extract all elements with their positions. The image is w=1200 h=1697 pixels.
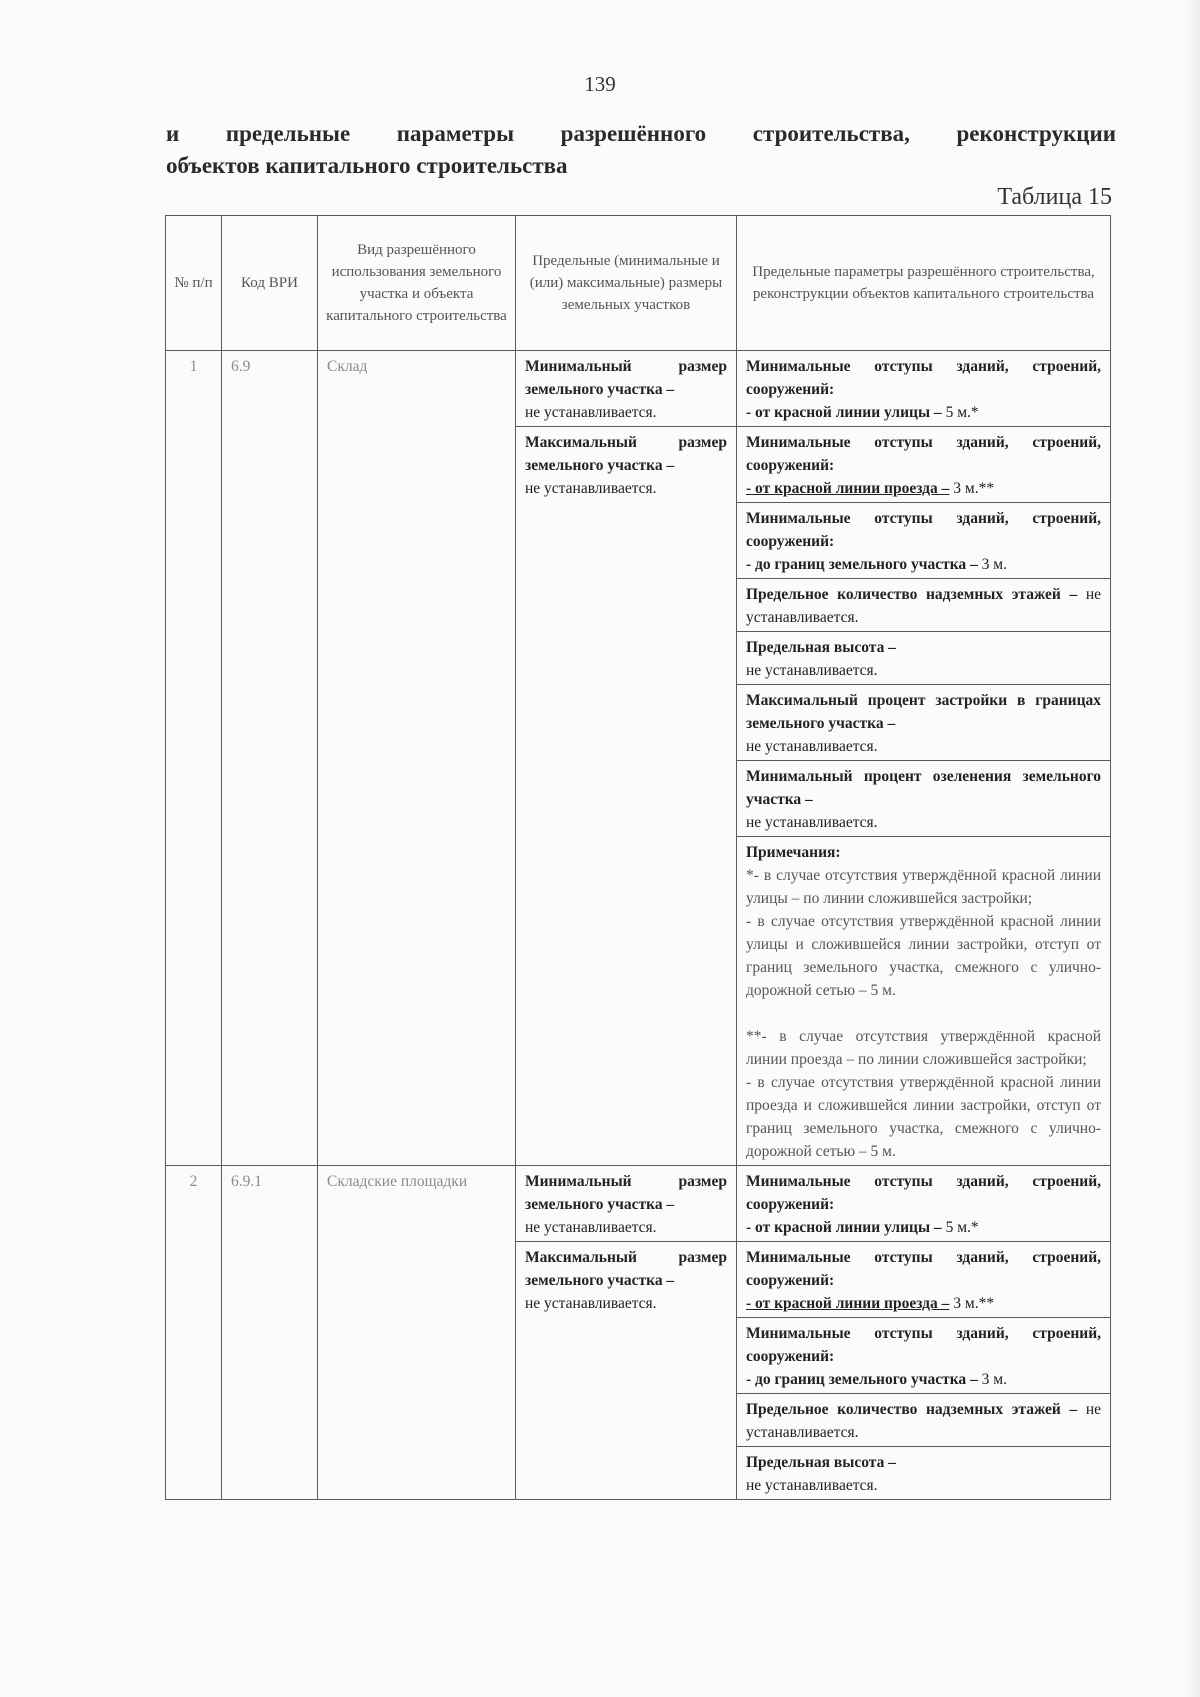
- row-code: 6.9.1: [222, 1166, 318, 1500]
- note-text: - в случае отсутствия утверждённой красной линии проезда и сложившейся линии застройки, отступ от границ земельного участка, смежного с улично-дорожной сетью – 5 м.: [746, 1074, 1101, 1160]
- row-num: 2: [166, 1166, 222, 1500]
- notes-head: Примечания:: [746, 844, 841, 861]
- param-line: - до границ земельного участка –: [746, 1371, 978, 1388]
- param-head: Минимальные отступы зданий, строений, сооружений:: [746, 358, 1101, 398]
- row-num: 1: [166, 351, 222, 1166]
- min-size-head: Минимальный размер земельного участка –: [525, 358, 727, 398]
- param-cell: [737, 1166, 1111, 1242]
- page-number: 139: [584, 72, 616, 96]
- scan-edge-shadow: [1186, 0, 1200, 1697]
- param-head: Максимальный процент застройки в границах земельного участка –: [746, 692, 1101, 732]
- param-cell: [737, 685, 1111, 761]
- param-value: 3 м.**: [949, 1295, 995, 1312]
- param-value: не устанавливается.: [746, 738, 878, 755]
- min-size-head: Минимальный размер земельного участка –: [525, 1173, 727, 1213]
- param-head: Предельное количество надземных этажей –: [746, 1401, 1078, 1418]
- param-cell: [737, 632, 1111, 685]
- max-size-head: Максимальный размер земельного участка –: [525, 1249, 727, 1289]
- notes-cell: [737, 837, 1111, 1166]
- param-cell: [737, 427, 1111, 503]
- page-title: [166, 118, 1116, 182]
- row-code: 6.9: [222, 351, 318, 1166]
- param-cell: [737, 1447, 1111, 1500]
- min-size-cell: [516, 351, 737, 427]
- header-sizes: Предельные (минимальные и (или) максимальные) размеры земельных участков: [516, 216, 737, 351]
- min-size-cell: [516, 1166, 737, 1242]
- param-value: не устанавливается.: [746, 586, 1101, 626]
- param-head: Минимальный процент озеленения земельного участка –: [746, 768, 1101, 808]
- param-head: Предельная высота –: [746, 1454, 896, 1471]
- max-size-cell: [516, 427, 737, 1166]
- param-line: - от красной линии улицы –: [746, 404, 942, 421]
- row-kind: Складские площадки: [318, 1166, 516, 1500]
- param-value: 3 м.: [977, 556, 1007, 573]
- param-value: 3 м.**: [949, 480, 995, 497]
- param-line: - от красной линии улицы –: [746, 1219, 942, 1236]
- title-line-2: объектов капитального строительства: [166, 153, 568, 178]
- param-head: Предельное количество надземных этажей –: [746, 586, 1078, 603]
- row-kind: Склад: [318, 351, 516, 1166]
- table-row: [166, 351, 1111, 427]
- min-size-value: не устанавливается.: [525, 404, 657, 421]
- param-head: Минимальные отступы зданий, строений, сооружений:: [746, 510, 1101, 550]
- header-kind: Вид разрешённого использования земельного участка и объекта капитального строительства: [318, 216, 516, 351]
- param-head: Минимальные отступы зданий, строений, сооружений:: [746, 434, 1101, 474]
- param-cell: [737, 351, 1111, 427]
- param-value: не устанавливается.: [746, 1401, 1101, 1441]
- max-size-head: Максимальный размер земельного участка –: [525, 434, 727, 474]
- param-head: Предельная высота –: [746, 639, 896, 656]
- note-text: **- в случае отсутствия утверждённой красной линии проезда – по линии сложившейся застройки;: [746, 1028, 1101, 1068]
- header-num: № п/п: [166, 216, 222, 351]
- param-line: - до границ земельного участка –: [746, 556, 978, 573]
- param-value: 3 м.: [977, 1371, 1007, 1388]
- param-cell: [737, 1394, 1111, 1447]
- note-text: *- в случае отсутствия утверждённой красной линии улицы – по линии сложившейся застройки;: [746, 867, 1101, 907]
- param-value: не устанавливается.: [746, 1477, 878, 1494]
- param-line: - от красной линии проезда –: [746, 480, 950, 497]
- param-cell: [737, 579, 1111, 632]
- param-value: 5 м.*: [941, 1219, 979, 1236]
- param-value: 5 м.*: [941, 404, 979, 421]
- param-value: не устанавливается.: [746, 662, 878, 679]
- param-head: Минимальные отступы зданий, строений, сооружений:: [746, 1249, 1101, 1289]
- param-cell: [737, 503, 1111, 579]
- max-size-value: не устанавливается.: [525, 480, 657, 497]
- param-cell: [737, 1318, 1111, 1394]
- param-head: Минимальные отступы зданий, строений, сооружений:: [746, 1173, 1101, 1213]
- header-code: Код ВРИ: [222, 216, 318, 351]
- min-size-value: не устанавливается.: [525, 1219, 657, 1236]
- table-caption: Таблица 15: [997, 184, 1112, 210]
- table-row: [166, 1166, 1111, 1242]
- max-size-cell: [516, 1242, 737, 1500]
- header-params: Предельные параметры разрешённого строительства, реконструкции объектов капитального строительства: [737, 216, 1111, 351]
- title-line-1: и предельные параметры разрешённого строительства, реконструкции: [166, 121, 1116, 146]
- param-cell: [737, 1242, 1111, 1318]
- param-value: не устанавливается.: [746, 814, 878, 831]
- param-head: Минимальные отступы зданий, строений, сооружений:: [746, 1325, 1101, 1365]
- note-text: - в случае отсутствия утверждённой красной линии улицы и сложившейся линии застройки, отступ от границ земельного участка, смежного с улично-дорожной сетью – 5 м.: [746, 913, 1101, 999]
- max-size-value: не устанавливается.: [525, 1295, 657, 1312]
- param-cell: [737, 761, 1111, 837]
- regulations-table: [165, 215, 1111, 1500]
- table-header-row: [166, 216, 1111, 351]
- param-line: - от красной линии проезда –: [746, 1295, 950, 1312]
